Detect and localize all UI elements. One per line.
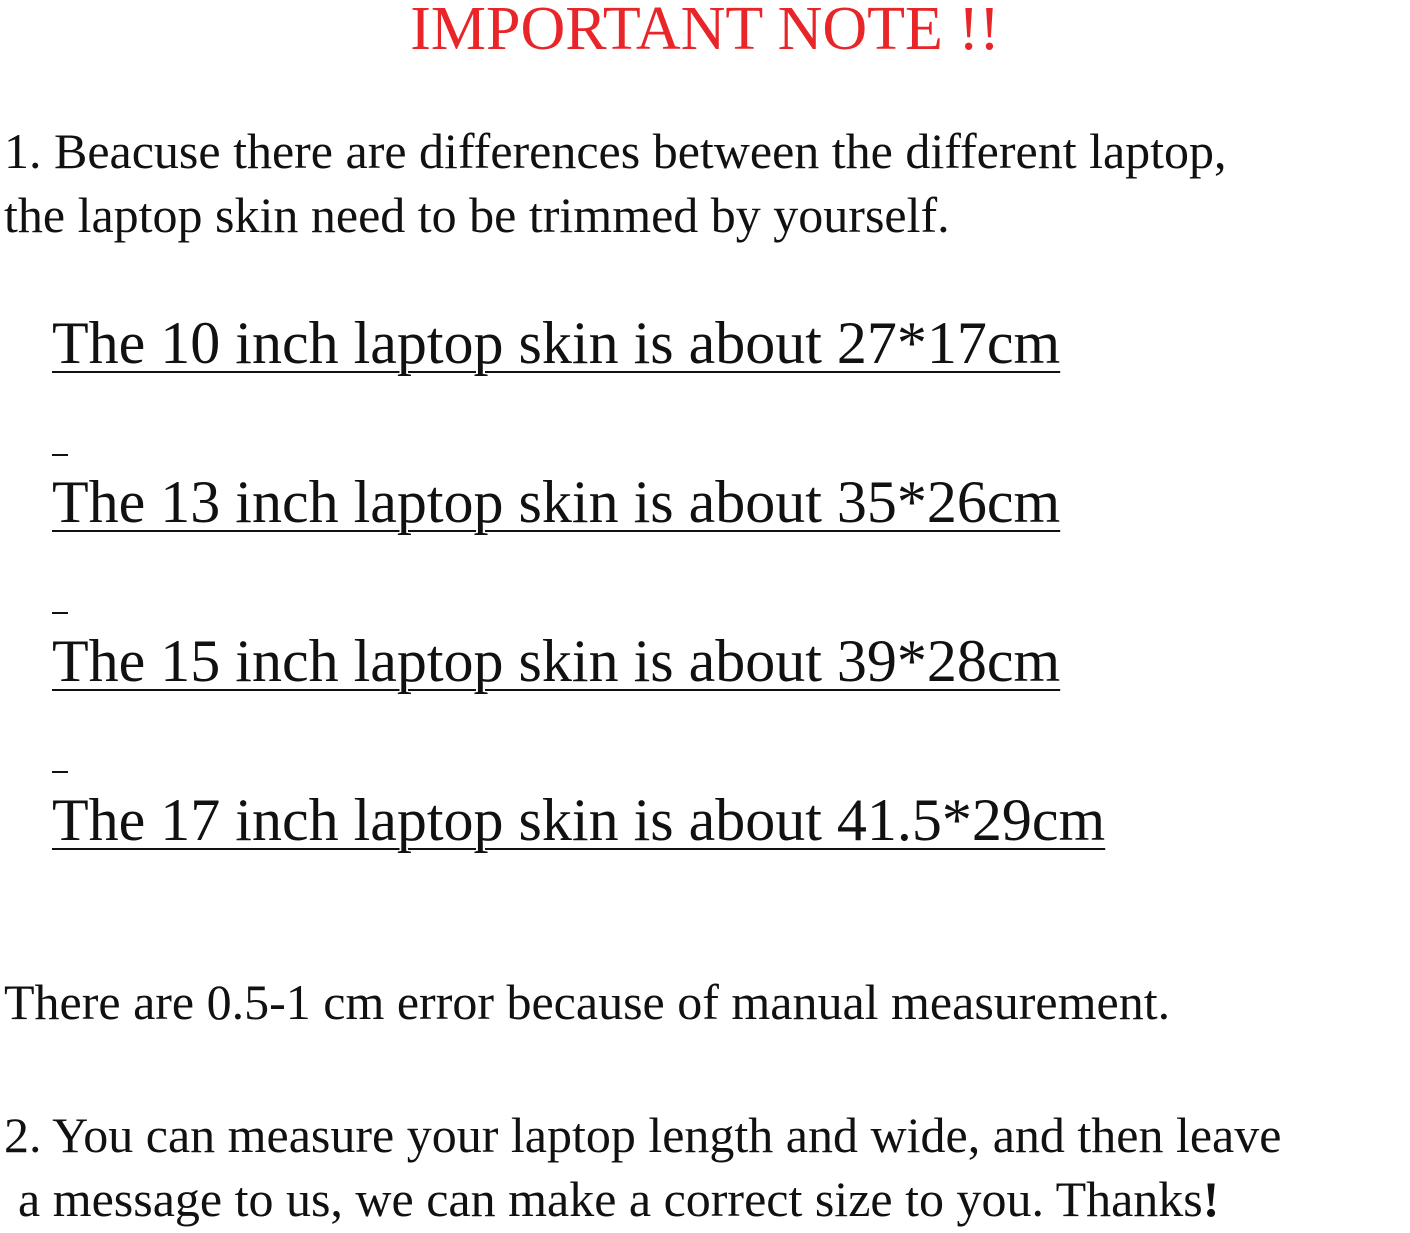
note-1 — [4, 119, 1227, 247]
note-2-line-2-text: a message to us, we can make a correct size to you. Thanks — [18, 1171, 1203, 1227]
note-2 — [4, 1103, 1281, 1231]
size-15-inch: The 15 inch laptop skin is about 39*28cm — [52, 628, 1061, 694]
size-10-inch: The 10 inch laptop skin is about 27*17cm — [52, 310, 1061, 376]
note-2-line-2 — [4, 1167, 1281, 1231]
separator-dash — [52, 612, 68, 614]
note-1-line-1: 1. Beacuse there are differences between the different laptop, — [4, 123, 1227, 179]
size-17-inch: The 17 inch laptop skin is about 41.5*29cm — [52, 787, 1106, 853]
exclamation-mark: ! — [1202, 1171, 1220, 1227]
note-2-line-1: 2. You can measure your laptop length and wide, and then leave — [4, 1107, 1282, 1163]
page-title: IMPORTANT NOTE !! — [410, 0, 1000, 63]
separator-dash — [52, 454, 68, 456]
note-1-line-2: the laptop skin need to be trimmed by yourself. — [4, 187, 950, 243]
size-13-inch: The 13 inch laptop skin is about 35*26cm — [52, 469, 1061, 535]
separator-dash — [52, 771, 68, 773]
error-note: There are 0.5-1 cm error because of manual measurement. — [4, 974, 1171, 1030]
